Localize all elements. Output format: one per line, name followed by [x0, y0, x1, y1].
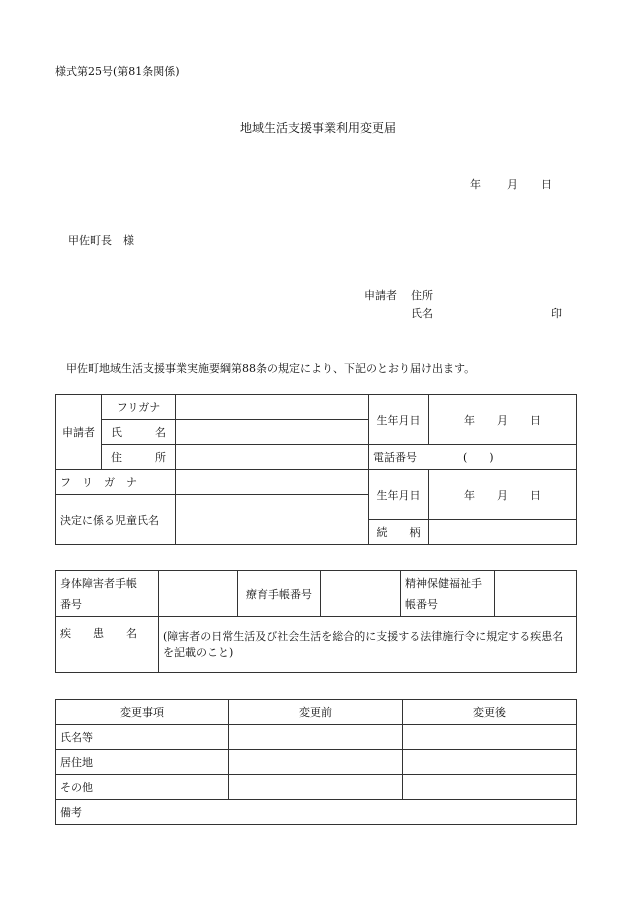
date-day-label: 日 — [541, 178, 552, 191]
applicant-address-field[interactable] — [176, 445, 369, 470]
applicant-name-label: 氏名 — [411, 307, 433, 320]
date-year-label: 年 — [470, 178, 481, 191]
ryoiku-handbook-label: 療育手帳番号 — [238, 571, 321, 617]
row-label-residence: 居住地 — [56, 750, 229, 775]
child-birthdate-label: 生年月日 — [369, 470, 429, 520]
applicant-label: 申請者 — [364, 289, 397, 302]
addressee: 甲佐町長 様 — [68, 234, 134, 247]
applicant-address-label: 住所 — [411, 289, 433, 302]
residence-before-field[interactable] — [229, 750, 403, 775]
physical-handbook-line1: 身体障害者手帳 — [60, 576, 137, 590]
disease-note: (障害者の日常生活及び社会生活を総合的に支援する法律施行令に規定する疾患名を記載のこと) — [163, 629, 564, 659]
address-label: 住 所 — [102, 445, 176, 470]
other-after-field[interactable] — [403, 775, 577, 800]
other-before-field[interactable] — [229, 775, 403, 800]
mental-handbook-line1: 精神保健福祉手 — [405, 576, 482, 590]
form-number: 様式第25号(第81条関係) — [55, 65, 180, 78]
seal-mark: 印 — [551, 307, 562, 320]
relationship-field[interactable] — [429, 520, 577, 545]
phone-field[interactable] — [369, 445, 577, 470]
disease-label: 疾 患 名 — [56, 617, 159, 673]
relationship-label: 続 柄 — [369, 520, 429, 545]
row-label-other: その他 — [56, 775, 229, 800]
name-after-field[interactable] — [403, 725, 577, 750]
physical-handbook-line2: 番号 — [60, 597, 82, 611]
remarks-label: 備考 — [60, 806, 82, 819]
mental-handbook-label — [401, 571, 495, 617]
change-table — [55, 699, 577, 825]
page-title: 地域生活支援事業利用変更届 — [240, 121, 397, 135]
physical-handbook-label — [56, 571, 159, 617]
child-birthdate-field[interactable] — [429, 470, 577, 520]
birthdate-field[interactable] — [429, 395, 577, 445]
applicant-furigana-field[interactable] — [176, 395, 369, 420]
disease-field[interactable] — [159, 617, 577, 673]
applicant-group-label: 申請者 — [56, 395, 102, 470]
statement-text: 甲佐町地域生活支援事業実施要綱第88条の規定により、下記のとおり届け出ます。 — [66, 362, 476, 375]
handbook-table — [55, 570, 577, 673]
header-after: 変更後 — [403, 700, 577, 725]
header-change-item: 変更事項 — [56, 700, 229, 725]
birthdate-ymd: 年 月 日 — [464, 413, 541, 427]
physical-handbook-field[interactable] — [159, 571, 238, 617]
furigana-label: フリガナ — [102, 395, 176, 420]
child-name-field[interactable] — [176, 495, 369, 545]
residence-after-field[interactable] — [403, 750, 577, 775]
mental-handbook-line2: 帳番号 — [405, 597, 438, 611]
mental-handbook-field[interactable] — [495, 571, 577, 617]
birthdate-label: 生年月日 — [369, 395, 429, 445]
ryoiku-handbook-field[interactable] — [321, 571, 401, 617]
phone-parentheses: ( ) — [463, 451, 494, 464]
child-furigana-field[interactable] — [176, 470, 369, 495]
row-label-name: 氏名等 — [56, 725, 229, 750]
remarks-field[interactable] — [56, 800, 577, 825]
applicant-table — [55, 394, 577, 545]
child-furigana-label: フ リ ガ ナ — [56, 470, 176, 495]
name-label: 氏 名 — [102, 420, 176, 445]
date-month-label: 月 — [507, 178, 518, 191]
applicant-name-field[interactable] — [176, 420, 369, 445]
child-name-label: 決定に係る児童氏名 — [56, 495, 176, 545]
name-before-field[interactable] — [229, 725, 403, 750]
child-birthdate-ymd: 年 月 日 — [464, 488, 541, 502]
header-before: 変更前 — [229, 700, 403, 725]
phone-label: 電話番号 — [373, 451, 417, 464]
